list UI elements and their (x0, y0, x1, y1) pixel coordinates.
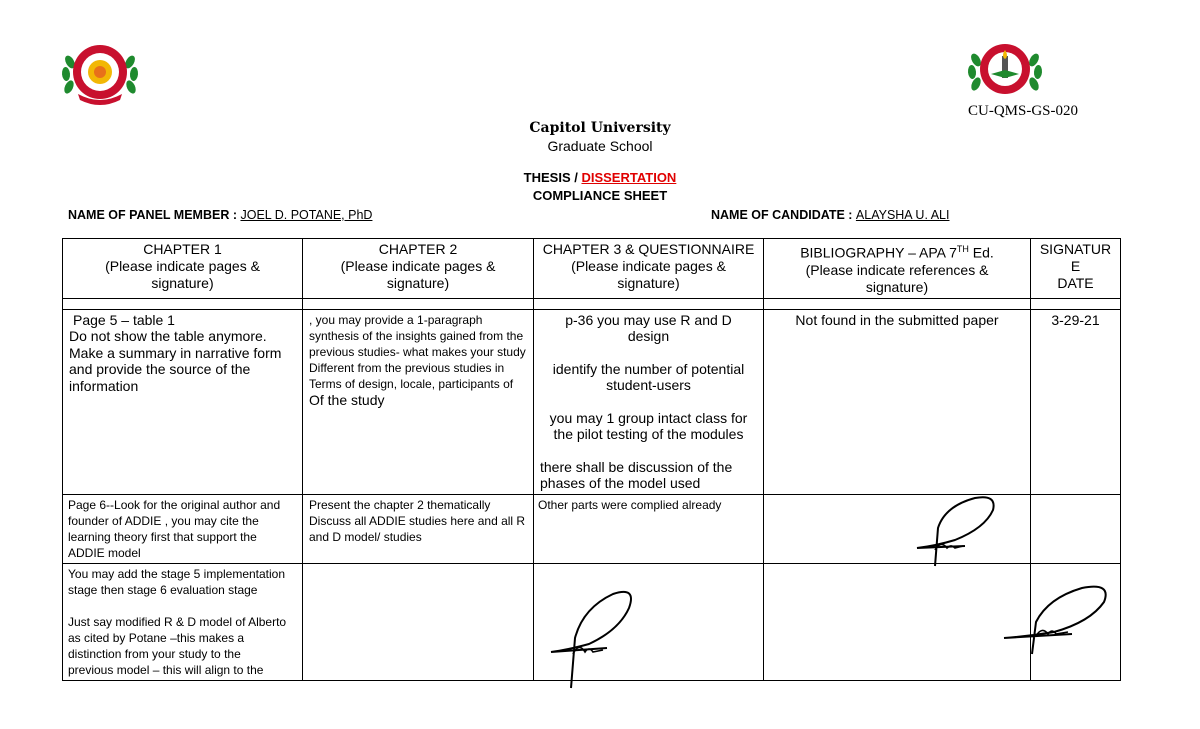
title-thesis: THESIS / (523, 170, 582, 185)
candidate-label: NAME OF CANDIDATE : (711, 208, 856, 222)
table-row (63, 309, 1121, 494)
row3-bibliography (764, 563, 1031, 680)
row3-chapter-1: You may add the stage 5 implementation stage then stage 6 evaluation stage Just say modified R & D model of Alberto as cited by Potane –this makes a distinction from your study to the previous model – this will align to the (63, 563, 303, 680)
row2-chapter-1: Page 6--Look for the original author and founder of ADDIE , you may cite the learning theory first that support the ADDIE model (63, 494, 303, 563)
header-bibliography: BIBLIOGRAPHY – APA 7TH Ed. (Please indicate references & signature) (764, 239, 1031, 299)
university-name: Capitol University (529, 120, 671, 136)
header-signature-date: SIGNATUR E DATE (1031, 239, 1121, 299)
capitol-university-seal-logo (60, 40, 140, 108)
spacer-row (63, 298, 1121, 309)
row1-chapter-2: , you may provide a 1-paragraph synthesis of the insights gained from the previous studies- what makes your study Different from the previous studies in Terms of design, locale, participants of Of the study (303, 309, 534, 494)
row1-date: 3-29-21 (1031, 309, 1121, 494)
row2-chapter-2: Present the chapter 2 thematically Discuss all ADDIE studies here and all R and D model/ studies (303, 494, 534, 563)
panel-member-label: NAME OF PANEL MEMBER : (68, 208, 241, 222)
header-chapter-3: CHAPTER 3 & QUESTIONNAIRE (Please indicate pages & signature) (534, 239, 764, 299)
row2-date (1031, 494, 1121, 563)
row3-chapter-2 (303, 563, 534, 680)
handwritten-signature-1 (905, 488, 1015, 568)
table-header-row (63, 239, 1121, 299)
school-name: Graduate School (547, 138, 653, 154)
row1-bibliography: Not found in the submitted paper (764, 309, 1031, 494)
graduate-school-seal-logo (965, 40, 1045, 102)
row1-chapter-3: p-36 you may use R and D design identify the number of potential student-users you may 1 group intact class for the pilot testing of the modules there shall be discussion of the phases of the model used (534, 309, 764, 494)
candidate-name: ALAYSHA U. ALI (855, 208, 950, 222)
panel-member-line (68, 208, 372, 222)
panel-member-name: JOEL D. POTANE, PhD (240, 208, 373, 222)
document-title (0, 170, 1200, 185)
candidate-line (711, 208, 949, 222)
handwritten-signature-2 (545, 578, 655, 690)
header-chapter-1: CHAPTER 1 (Please indicate pages & signature) (63, 239, 303, 299)
row2-chapter-3: Other parts were complied already (534, 494, 764, 563)
row1-chapter-1: Page 5 – table 1 Do not show the table anymore. Make a summary in narrative form and provide the source of the information (63, 309, 303, 494)
title-dissertation: DISSERTATION (581, 170, 677, 185)
header-chapter-2: CHAPTER 2 (Please indicate pages & signature) (303, 239, 534, 299)
handwritten-signature-3 (1000, 572, 1125, 656)
document-subtitle: COMPLIANCE SHEET (532, 188, 668, 203)
document-code: CU-QMS-GS-020 (968, 103, 1079, 119)
